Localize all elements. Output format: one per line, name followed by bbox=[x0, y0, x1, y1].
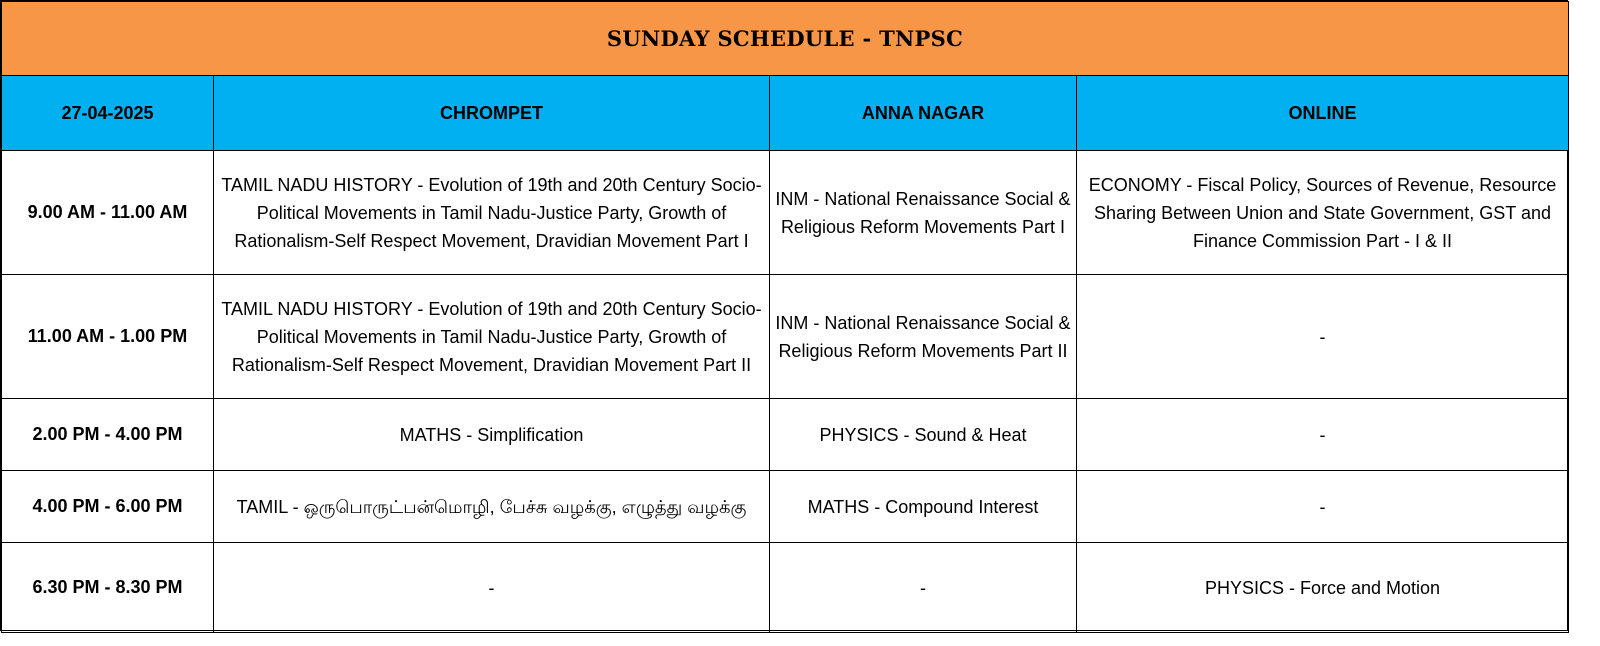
anna-nagar-session: INM - National Renaissance Social & Religious Reform Movements Part II bbox=[770, 275, 1077, 399]
online-session: ECONOMY - Fiscal Policy, Sources of Revenue, Resource Sharing Between Union and State Government, GST and Finance Commission Part - I & II bbox=[1077, 151, 1569, 275]
anna-nagar-session: PHYSICS - Sound & Heat bbox=[770, 399, 1077, 471]
title-row bbox=[2, 2, 1569, 76]
time-slot: 2.00 PM - 4.00 PM bbox=[2, 399, 214, 471]
table-row bbox=[2, 399, 1569, 471]
time-slot: 4.00 PM - 6.00 PM bbox=[2, 471, 214, 543]
header-anna-nagar: ANNA NAGAR bbox=[770, 76, 1077, 151]
chrompet-session: TAMIL NADU HISTORY - Evolution of 19th and 20th Century Socio-Political Movements in Tamil Nadu-Justice Party, Growth of Rationalism-Self Respect Movement, Dravidian Movement Part II bbox=[214, 275, 770, 399]
chrompet-session: - bbox=[214, 543, 770, 633]
time-slot: 6.30 PM - 8.30 PM bbox=[2, 543, 214, 633]
chrompet-session: MATHS - Simplification bbox=[214, 399, 770, 471]
chrompet-session: TAMIL NADU HISTORY - Evolution of 19th and 20th Century Socio-Political Movements in Tamil Nadu-Justice Party, Growth of Rationalism-Self Respect Movement, Dravidian Movement Part I bbox=[214, 151, 770, 275]
table-row bbox=[2, 543, 1569, 633]
header-row bbox=[2, 76, 1569, 151]
header-online: ONLINE bbox=[1077, 76, 1569, 151]
header-chrompet: CHROMPET bbox=[214, 76, 770, 151]
online-session: - bbox=[1077, 399, 1569, 471]
table-row bbox=[2, 151, 1569, 275]
online-session: PHYSICS - Force and Motion bbox=[1077, 543, 1569, 633]
schedule-table bbox=[1, 1, 1569, 633]
anna-nagar-session: MATHS - Compound Interest bbox=[770, 471, 1077, 543]
table-row bbox=[2, 275, 1569, 399]
anna-nagar-session: - bbox=[770, 543, 1077, 633]
header-date: 27-04-2025 bbox=[2, 76, 214, 151]
online-session: - bbox=[1077, 471, 1569, 543]
table-row bbox=[2, 471, 1569, 543]
anna-nagar-session: INM - National Renaissance Social & Religious Reform Movements Part I bbox=[770, 151, 1077, 275]
time-slot: 9.00 AM - 11.00 AM bbox=[2, 151, 214, 275]
time-slot: 11.00 AM - 1.00 PM bbox=[2, 275, 214, 399]
chrompet-session: TAMIL - ஒருபொருட்பன்மொழி, பேச்சு வழக்கு, எழுத்து வழக்கு bbox=[214, 471, 770, 543]
online-session: - bbox=[1077, 275, 1569, 399]
schedule-title: SUNDAY SCHEDULE - TNPSC bbox=[2, 2, 1569, 76]
